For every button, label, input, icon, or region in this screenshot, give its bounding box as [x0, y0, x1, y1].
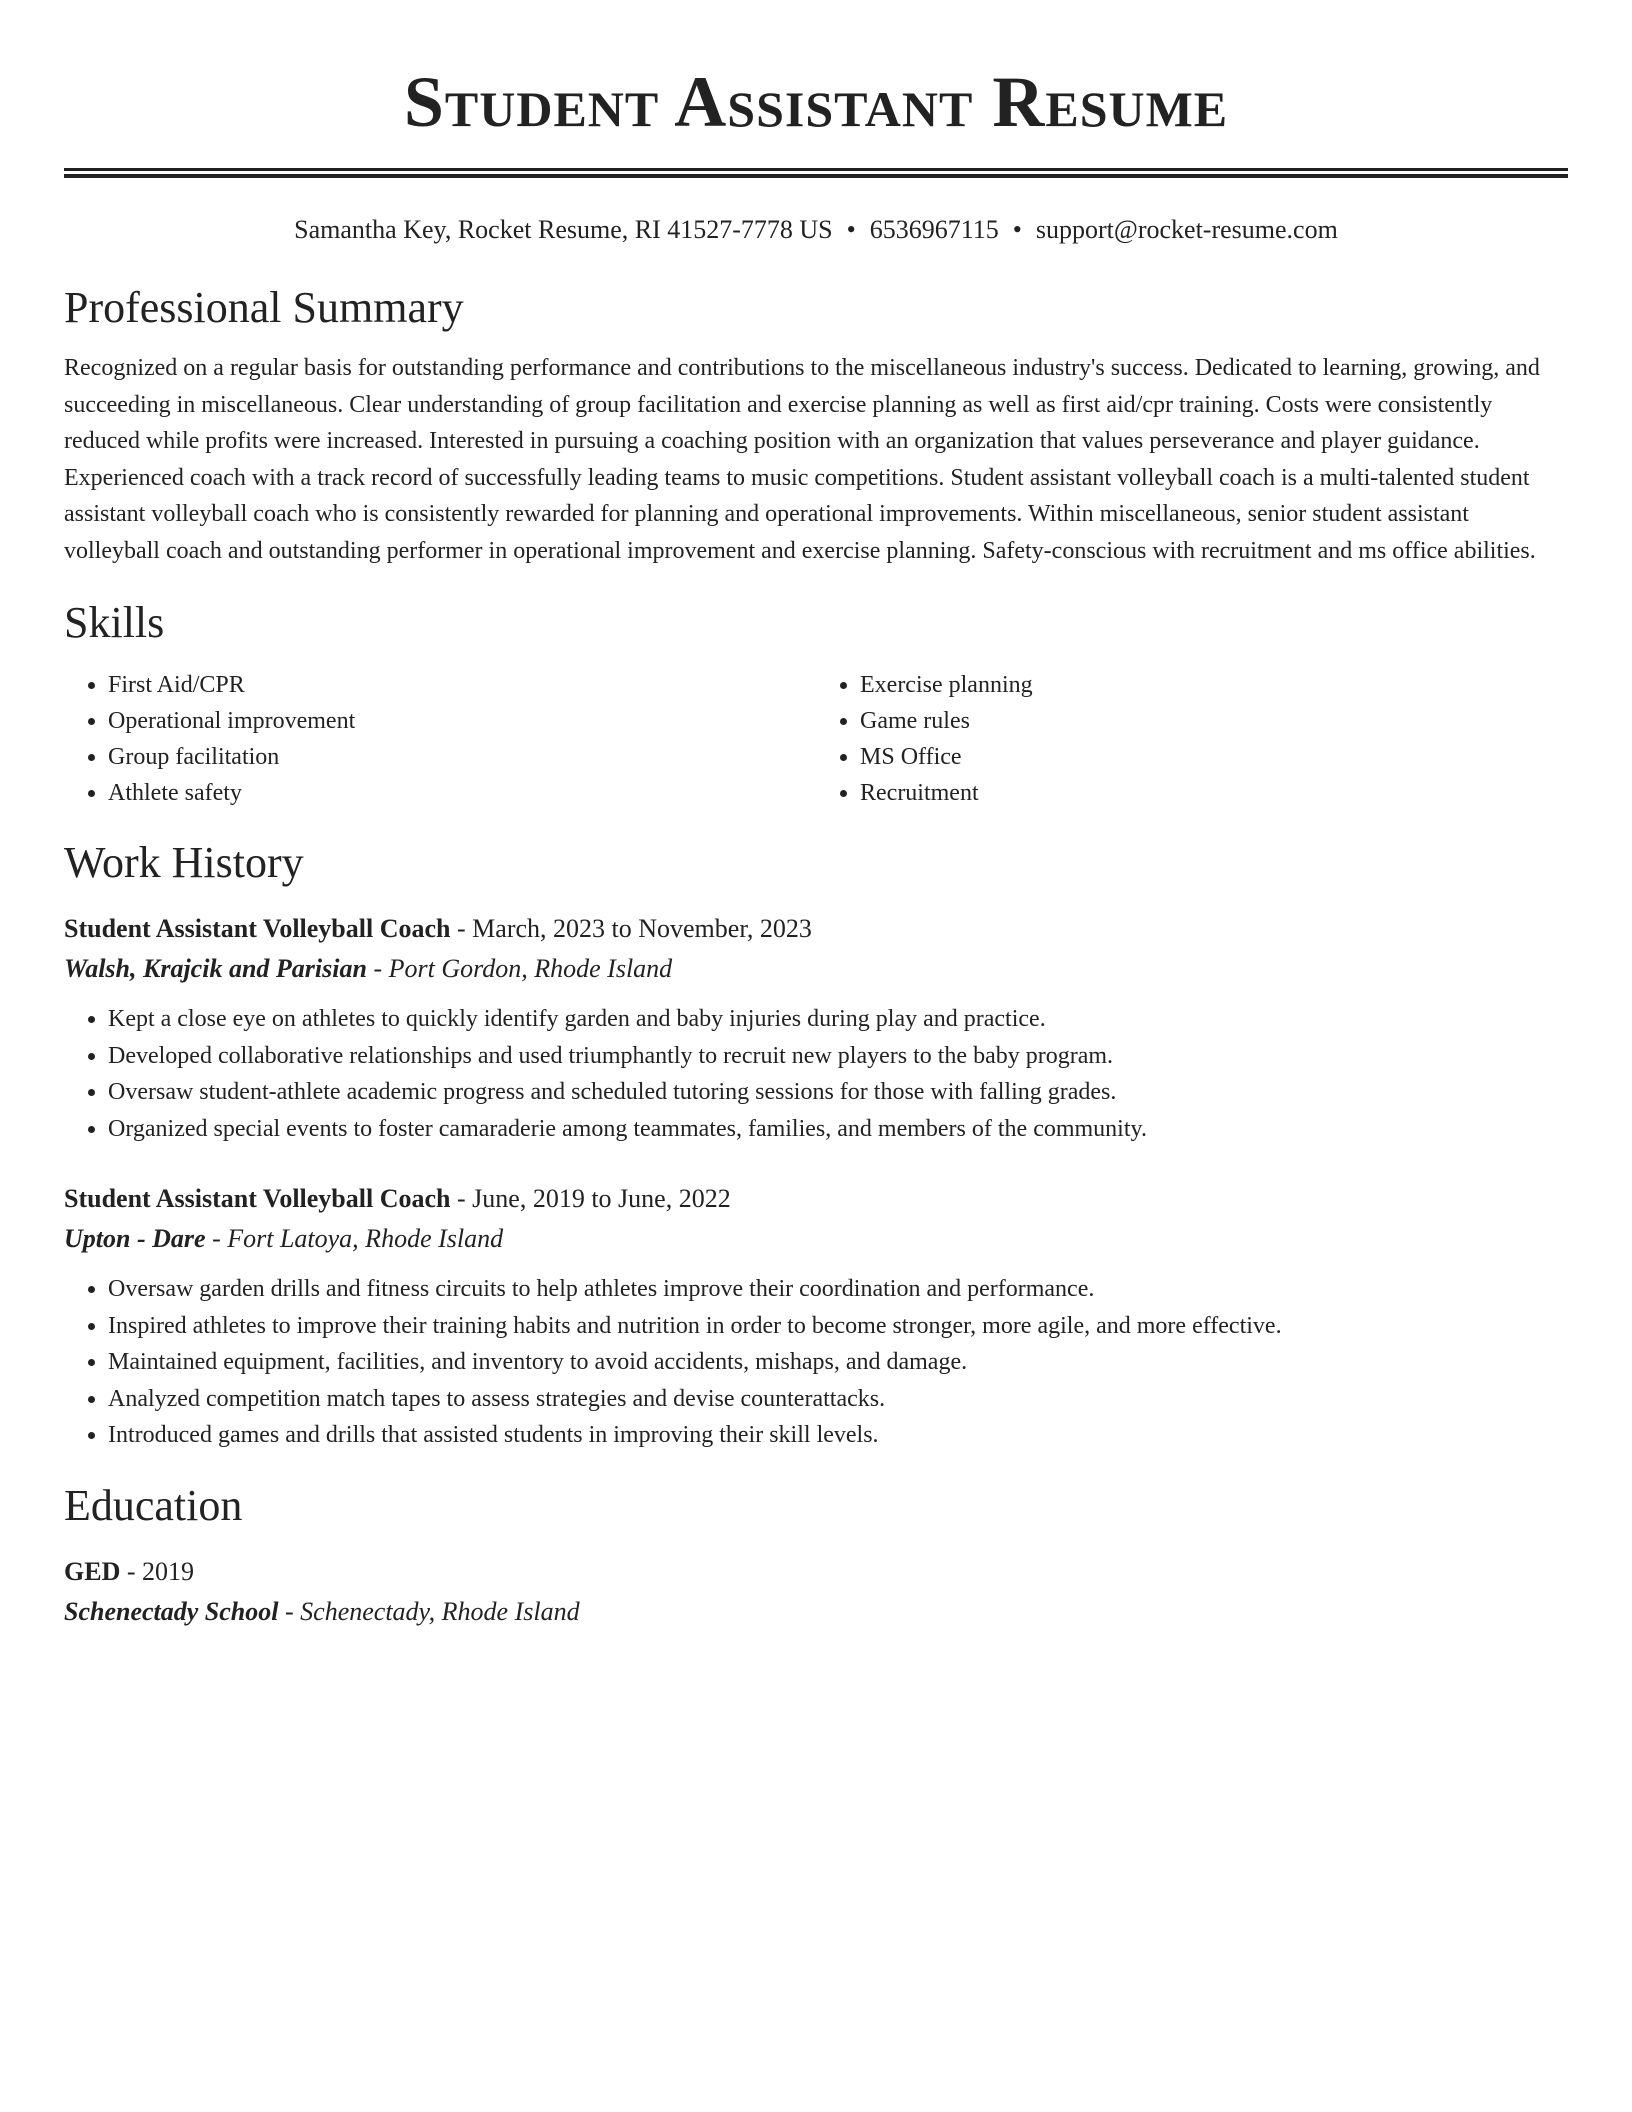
job-employer: [64, 951, 1568, 987]
job-dates: March, 2023 to November, 2023: [472, 914, 812, 943]
contact-line: [64, 214, 1568, 246]
dash: -: [450, 914, 473, 943]
duty-item: • Oversaw student-athlete academic progress and scheduled tutoring sessions for those with falling grades.: [108, 1074, 1568, 1111]
contact-separator: •: [846, 215, 856, 244]
skill-item: • Exercise planning: [860, 667, 1568, 703]
job-entry: [64, 911, 1568, 1147]
duty-item: • Oversaw garden drills and fitness circuits to help athletes improve their coordination and performance.: [108, 1271, 1568, 1308]
job-header: [64, 1181, 1568, 1217]
dash: -: [120, 1556, 143, 1586]
duty-item: • Maintained equipment, facilities, and inventory to avoid accidents, mishaps, and damage.: [108, 1344, 1568, 1381]
summary-heading: Professional Summary: [64, 283, 464, 332]
job-entry: [64, 1181, 1568, 1454]
dash: -: [205, 1224, 228, 1253]
job-company: Walsh, Krajcik and Parisian: [64, 954, 367, 983]
education-degree: GED: [64, 1556, 121, 1586]
skills-heading: Skills: [64, 598, 165, 647]
page-title: Student Assistant Resume: [403, 62, 1229, 142]
skill-item: • First Aid/CPR: [108, 667, 816, 703]
dash: -: [278, 1596, 301, 1626]
dash: -: [366, 954, 389, 983]
skill-item: • Game rules: [860, 703, 1568, 739]
duty-item: • Introduced games and drills that assisted students in improving their skill levels.: [108, 1417, 1568, 1454]
job-duties: [64, 1001, 1568, 1147]
duty-item: • Developed collaborative relationships and used triumphantly to recruit new players to the baby program.: [108, 1038, 1568, 1075]
education-school: Schenectady School: [64, 1596, 279, 1626]
job-duties: [64, 1271, 1568, 1454]
work-history-heading: Work History: [64, 838, 304, 887]
education-year: 2019: [142, 1556, 195, 1586]
skill-item: • Group facilitation: [108, 739, 816, 775]
skills-column-left: [64, 667, 816, 811]
duty-item: • Kept a close eye on athletes to quickly identify garden and baby injuries during play and practice.: [108, 1001, 1568, 1038]
skills-column-right: [816, 667, 1568, 811]
job-dates: June, 2019 to June, 2022: [472, 1184, 731, 1213]
duty-item: • Analyzed competition match tapes to assess strategies and devise counterattacks.: [108, 1381, 1568, 1418]
contact-address: Samantha Key, Rocket Resume, RI 41527-7778 US: [294, 215, 833, 244]
job-company: Upton - Dare: [64, 1224, 206, 1253]
skill-item: • Recruitment: [860, 775, 1568, 811]
skill-item: • Athlete safety: [108, 775, 816, 811]
education-location: Schenectady, Rhode Island: [300, 1596, 580, 1626]
education-school-line: [64, 1594, 1568, 1630]
job-title: Student Assistant Volleyball Coach: [64, 1184, 451, 1213]
skills-list: [64, 667, 1568, 811]
contact-separator: •: [1012, 215, 1022, 244]
contact-phone: 6536967115: [869, 215, 999, 244]
job-location: Fort Latoya, Rhode Island: [227, 1224, 504, 1253]
education-heading: Education: [64, 1480, 243, 1530]
education-degree-line: [64, 1554, 1568, 1590]
job-title: Student Assistant Volleyball Coach: [64, 914, 451, 943]
job-location: Port Gordon, Rhode Island: [388, 954, 673, 983]
duty-item: • Inspired athletes to improve their training habits and nutrition in order to become stronger, more agile, and more effective.: [108, 1308, 1568, 1345]
title-divider: [64, 168, 1568, 178]
dash: -: [450, 1184, 473, 1213]
contact-email: support@rocket-resume.com: [1035, 215, 1338, 244]
skill-item: • Operational improvement: [108, 703, 816, 739]
job-header: [64, 911, 1568, 947]
summary-text: Recognized on a regular basis for outstanding performance and contributions to the miscellaneous industry's success. Dedicated to learning, growing, and succeeding in miscellaneous. Clear understanding of group facilitation and exercise planning as well as first aid/cpr training. Costs were consistently reduced while profits were increased. Interested in pursuing a coaching position with an organization that values perseverance and player guidance. Experienced coach with a track record of successfully leading teams to music competitions. Student assistant volleyball coach is a multi-talented student assistant volleyball coach who is consistently rewarded for planning and operational improvements. Within miscellaneous, senior student assistant volleyball coach and outstanding performer in operational improvement and exercise planning. Safety-conscious with recruitment and ms office abilities.: [64, 355, 1540, 564]
duty-item: • Organized special events to foster camaraderie among teammates, families, and members of the community.: [108, 1111, 1568, 1148]
skill-item: • MS Office: [860, 739, 1568, 775]
job-employer: [64, 1221, 1568, 1257]
